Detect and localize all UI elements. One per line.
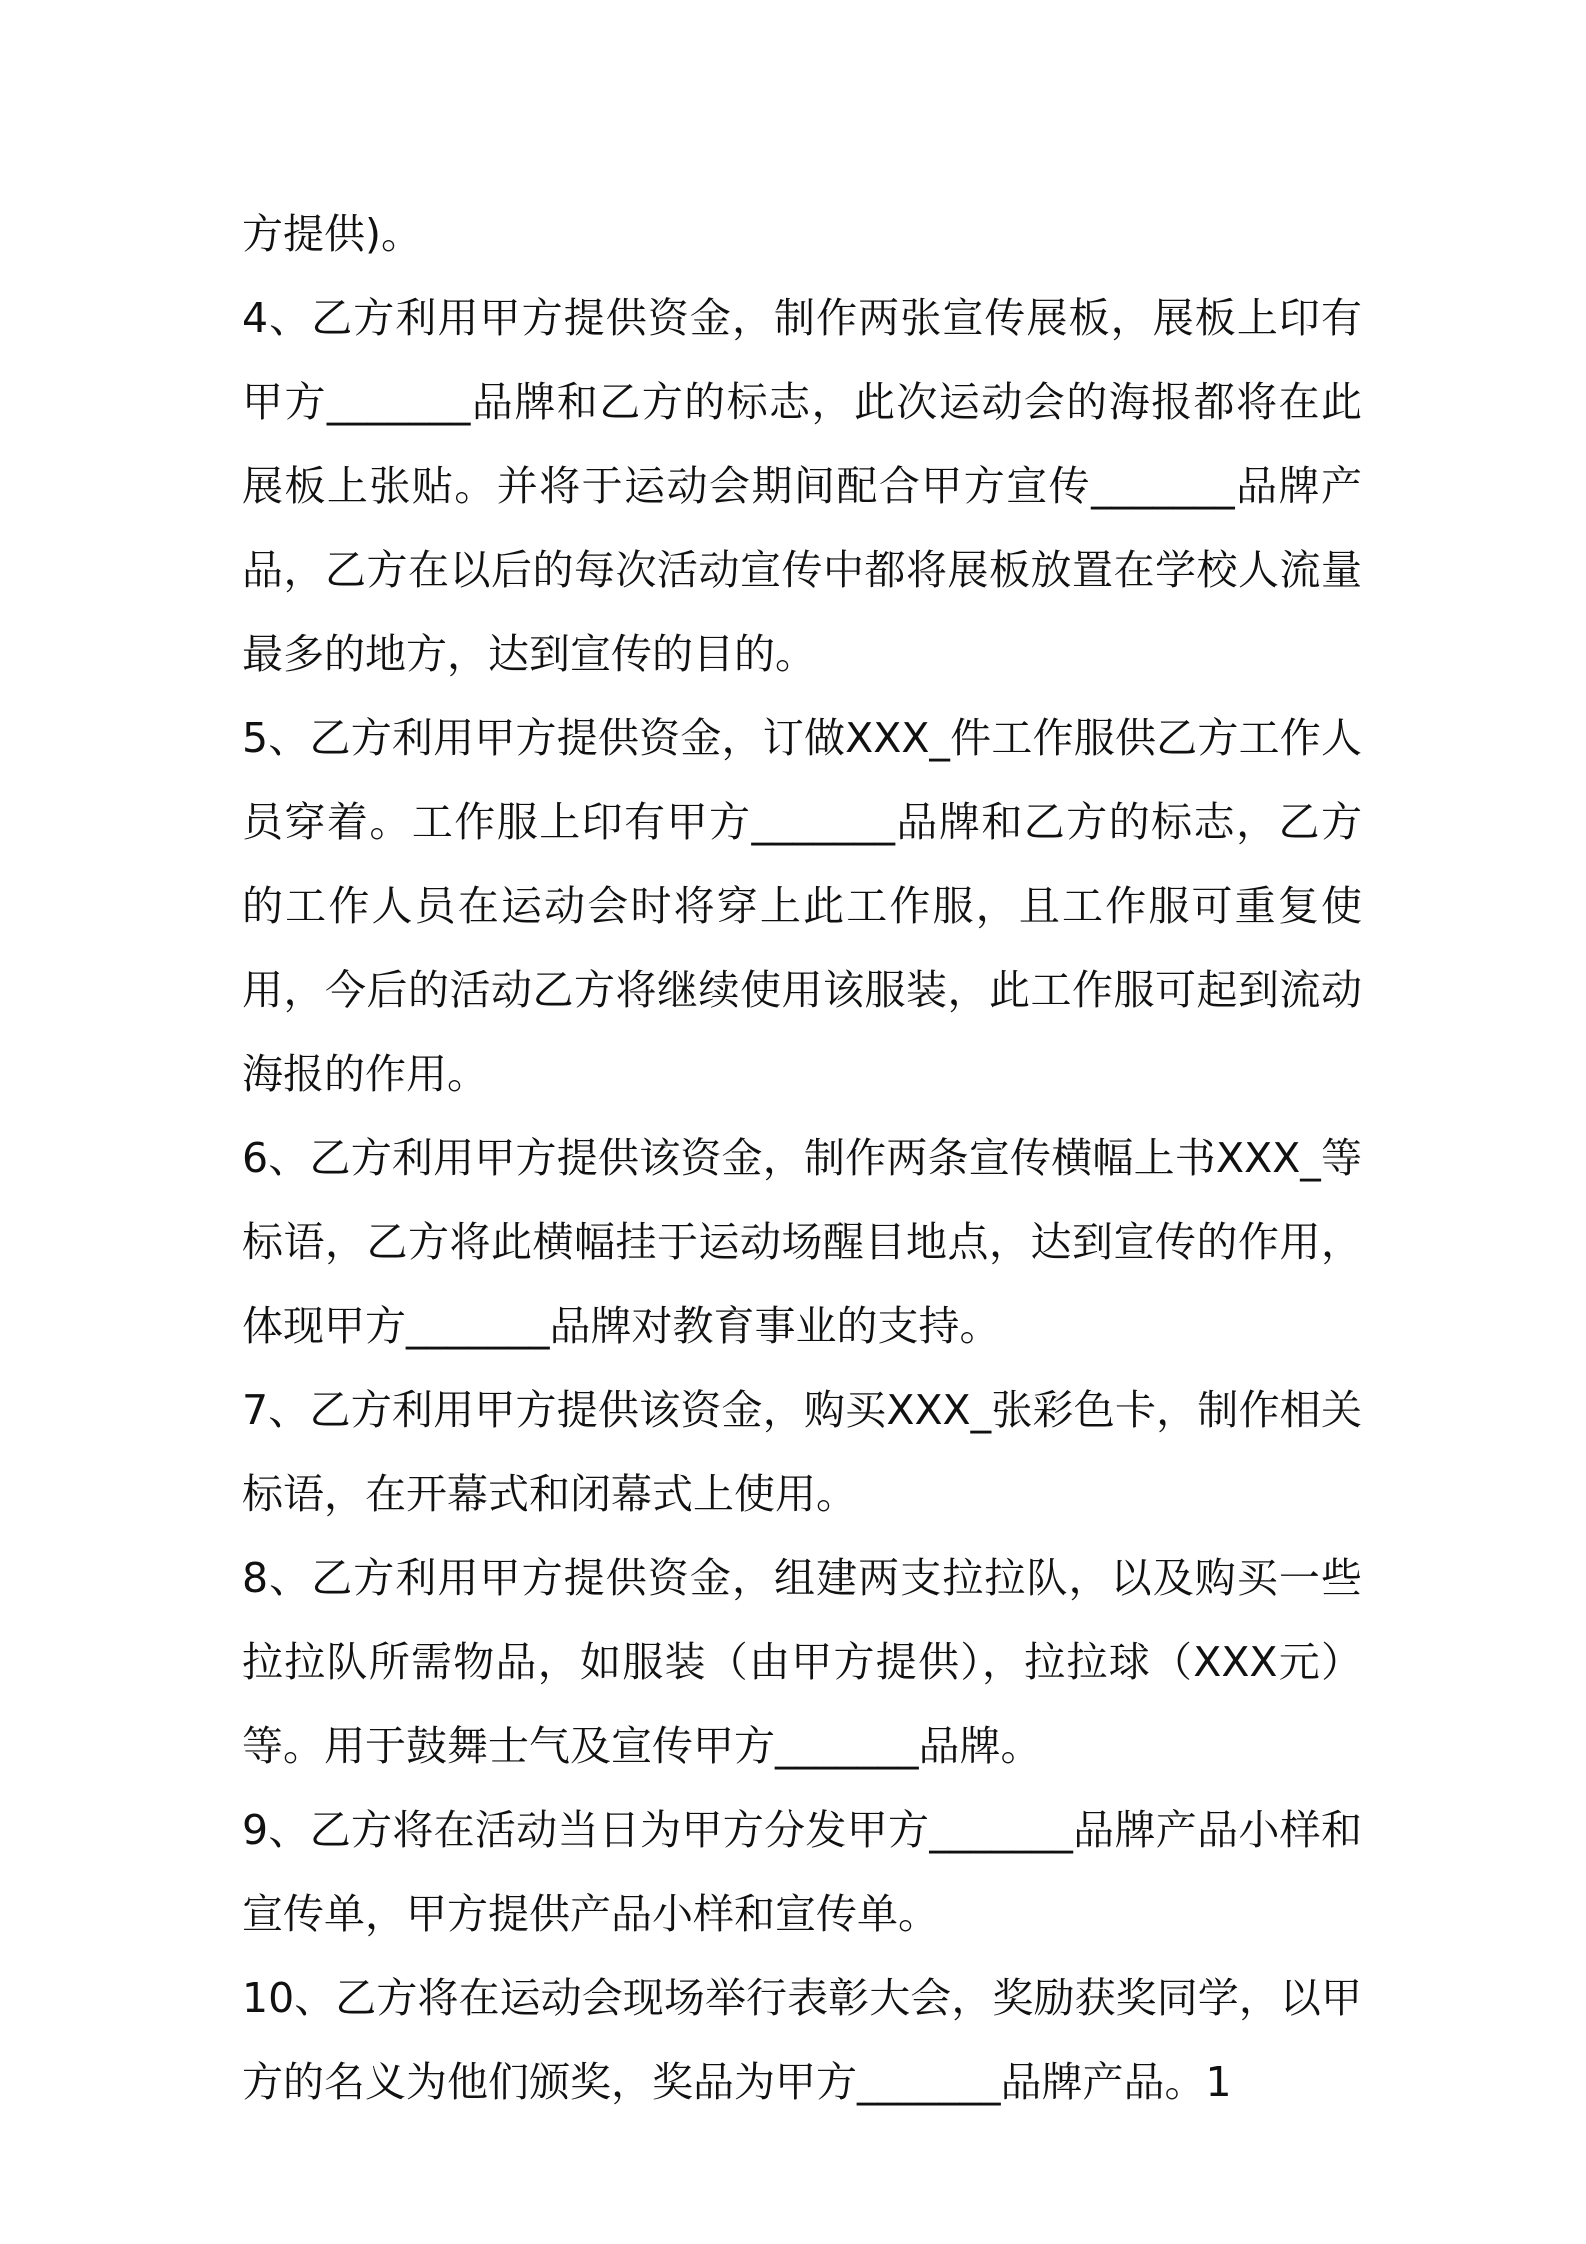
document-body [242,192,1362,2124]
paragraph-item-8: 8、乙方利用甲方提供资金，组建两支拉拉队，以及购买一些拉拉队所需物品，如服装（由甲方提供），拉拉球（XXX元）等。用于鼓舞士气及宣传甲方_______品牌。 [242,1554,1362,1770]
paragraph-item-10: 10、乙方将在运动会现场举行表彰大会，奖励获奖同学，以甲方的名义为他们颁奖，奖品为甲方_______品牌产品。1 [242,1974,1362,2106]
paragraph-continuation: 方提供)。 [242,210,422,258]
paragraph-item-6: 6、乙方利用甲方提供该资金，制作两条宣传横幅上书XXX_等标语，乙方将此横幅挂于运动场醒目地点，达到宣传的作用，体现甲方_______品牌对教育事业的支持。 [242,1134,1362,1350]
paragraph-item-9: 9、乙方将在活动当日为甲方分发甲方_______品牌产品小样和宣传单，甲方提供产品小样和宣传单。 [242,1806,1362,1938]
paragraph-item-7: 7、乙方利用甲方提供该资金，购买XXX_张彩色卡，制作相关标语，在开幕式和闭幕式上使用。 [242,1386,1362,1518]
paragraph-item-4: 4、乙方利用甲方提供资金，制作两张宣传展板，展板上印有甲方_______品牌和乙方的标志，此次运动会的海报都将在此展板上张贴。并将于运动会期间配合甲方宣传_______品牌产品，乙方在以后的每次活动宣传中都将展板放置在学校人流量最多的地方，达到宣传的目的。 [242,294,1362,678]
paragraph-item-5: 5、乙方利用甲方提供资金，订做XXX_件工作服供乙方工作人员穿着。工作服上印有甲方_______品牌和乙方的标志，乙方的工作人员在运动会时将穿上此工作服，且工作服可重复使用，今后的活动乙方将继续使用该服装，此工作服可起到流动海报的作用。 [242,714,1362,1098]
